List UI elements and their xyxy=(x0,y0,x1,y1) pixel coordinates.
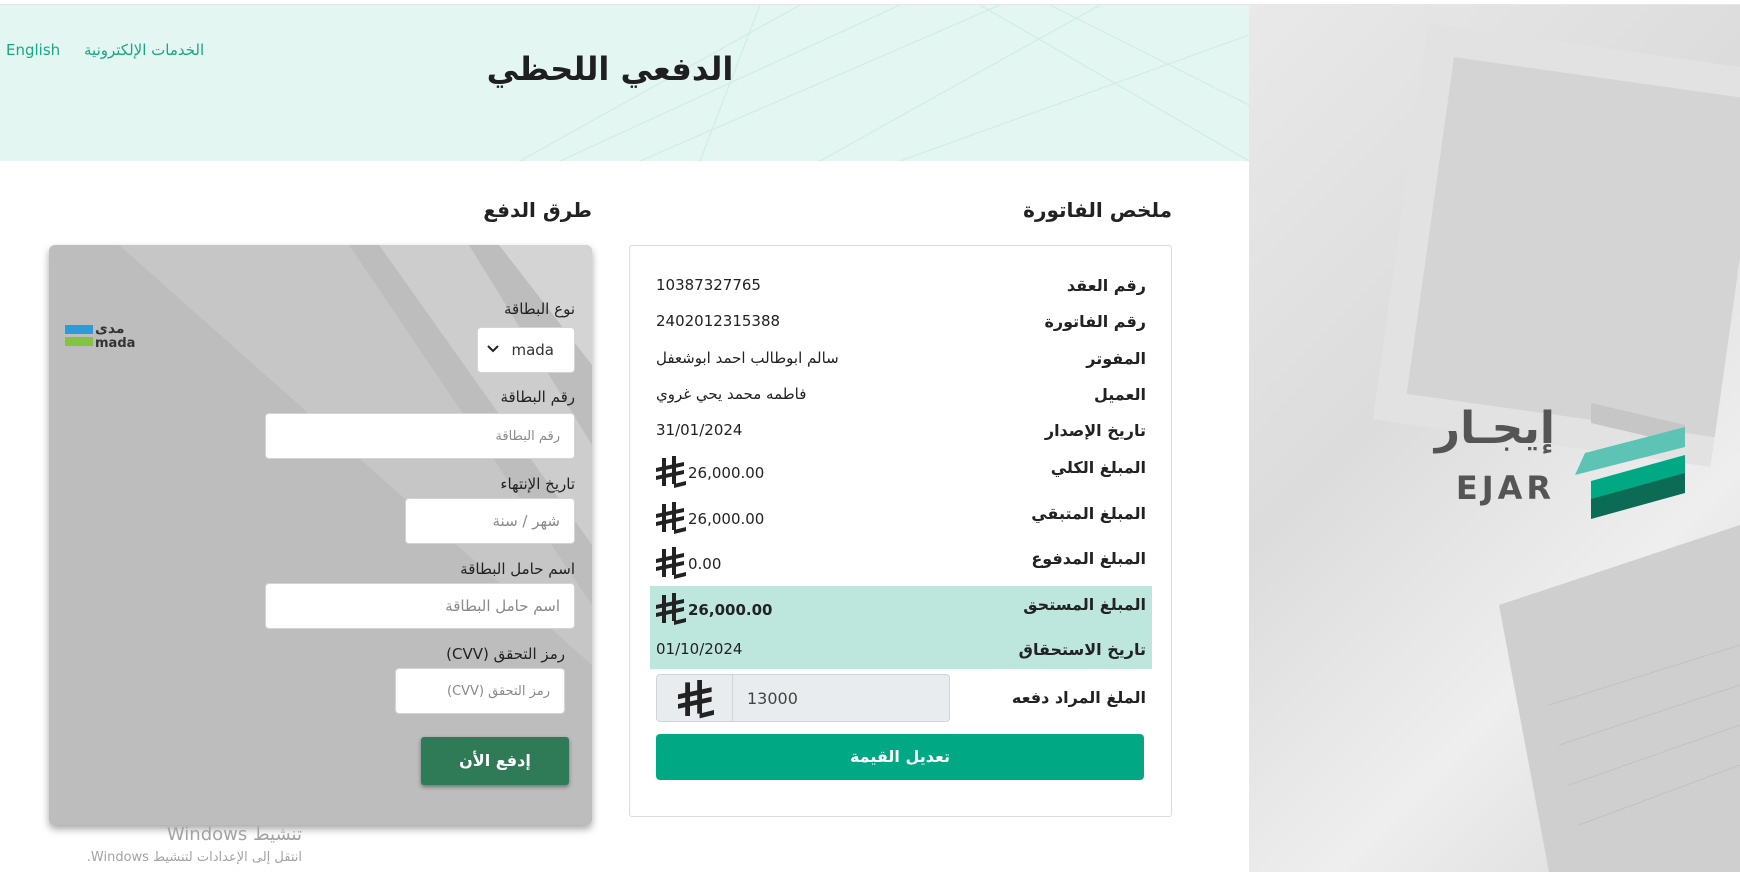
row-value: 31/01/2024 xyxy=(656,421,743,439)
ejar-logo-mark-icon xyxy=(1575,403,1695,519)
invoice-summary-title: ملخص الفاتورة xyxy=(1023,198,1172,222)
card-holder-label: اسم حامل البطاقة xyxy=(460,560,575,578)
invoice-row-total-amount xyxy=(650,450,1152,496)
chevron-down-icon xyxy=(486,341,500,355)
invoice-row-due-amount xyxy=(650,587,1152,633)
card-number-label: رقم البطاقة xyxy=(500,388,575,406)
mada-logo-english: mada xyxy=(95,336,136,351)
invoice-row-invoice-number xyxy=(650,304,1152,340)
row-value: 2402012315388 xyxy=(656,312,781,330)
pay-now-button[interactable]: إدفع الأن xyxy=(421,737,569,785)
row-label: العميل xyxy=(1093,385,1146,404)
payment-card-form xyxy=(49,245,592,825)
card-number-input[interactable] xyxy=(265,413,575,459)
mada-logo-bar xyxy=(65,337,93,346)
windows-activation-subtitle: انتقل إلى الإعدادات لتنشيط Windows. xyxy=(86,850,302,865)
windows-activation-title: تنشيط Windows xyxy=(166,824,302,845)
invoice-row-remaining-amount xyxy=(650,496,1152,542)
card-type-label: نوع البطاقة xyxy=(504,300,575,318)
invoice-row-issue-date xyxy=(650,413,1152,449)
row-label: تاريخ الاستحقاق xyxy=(1018,640,1146,659)
expiry-date-input[interactable] xyxy=(405,498,575,544)
invoice-row-biller xyxy=(650,341,1152,377)
row-label: المبلغ المستحق xyxy=(1023,595,1146,614)
mada-logo-arabic: مدى xyxy=(95,321,125,337)
payment-methods-title: طرق الدفع xyxy=(483,198,592,222)
invoice-row-paid-amount xyxy=(650,541,1152,587)
eservices-link[interactable]: الخدمات الإلكترونية xyxy=(84,41,205,59)
sar-currency-icon xyxy=(657,675,733,721)
row-value: 0.00 xyxy=(688,555,722,573)
amount-to-pay-label: الملغ المراد دفعه xyxy=(1011,688,1146,707)
side-image-panel xyxy=(1249,5,1740,872)
invoice-row-client xyxy=(650,377,1152,413)
invoice-row-due-date xyxy=(650,632,1152,668)
row-value: فاطمه محمد يحي غروي xyxy=(656,385,807,403)
row-value: 01/10/2024 xyxy=(656,640,743,658)
update-amount-button[interactable]: تعديل القيمة xyxy=(656,734,1144,780)
row-value: 26,000.00 xyxy=(688,601,773,619)
mada-logo-bar xyxy=(65,325,93,334)
row-label: المفوتر xyxy=(1086,349,1146,368)
sar-currency-icon xyxy=(656,456,686,490)
amount-currency-prefix xyxy=(657,675,733,721)
ejar-logo-english: EJAR xyxy=(1455,469,1555,507)
card-type-select[interactable] xyxy=(477,327,575,373)
amount-to-pay-input[interactable] xyxy=(733,675,949,721)
ejar-logo xyxy=(1434,403,1705,523)
row-value: 26,000.00 xyxy=(688,510,765,528)
invoice-row-contract-number xyxy=(650,268,1152,304)
invoice-summary-box xyxy=(629,245,1172,817)
card-holder-input[interactable] xyxy=(265,583,575,629)
ejar-logo-arabic: إيجـار xyxy=(1434,403,1555,454)
language-english-link[interactable]: English xyxy=(6,41,61,59)
card-type-value: mada xyxy=(511,341,554,359)
row-value: 26,000.00 xyxy=(688,464,765,482)
row-label: تاريخ الإصدار xyxy=(1044,421,1146,440)
expiry-date-label: تاريخ الإنتهاء xyxy=(500,475,575,493)
row-label: رقم الفاتورة xyxy=(1044,312,1146,331)
header-banner xyxy=(0,5,1249,161)
sar-currency-icon xyxy=(656,502,686,536)
amount-to-pay-row xyxy=(656,674,1146,722)
cvv-input[interactable] xyxy=(395,668,565,714)
row-value: 10387327765 xyxy=(656,276,761,294)
row-value: سالم ابوطالب احمد ابوشعفل xyxy=(656,349,839,367)
row-label: المبلغ المتبقي xyxy=(1031,504,1146,523)
sar-currency-icon xyxy=(656,593,686,627)
row-label: رقم العقد xyxy=(1066,276,1146,295)
page-title: الدفعي اللحظي xyxy=(486,50,734,88)
sar-currency-icon xyxy=(656,547,686,581)
row-label: المبلغ المدفوع xyxy=(1031,549,1146,568)
mada-logo xyxy=(65,321,139,355)
cvv-label: رمز التحقق (CVV) xyxy=(446,645,565,663)
amount-input-group xyxy=(656,674,950,722)
row-label: المبلغ الكلي xyxy=(1050,458,1146,477)
